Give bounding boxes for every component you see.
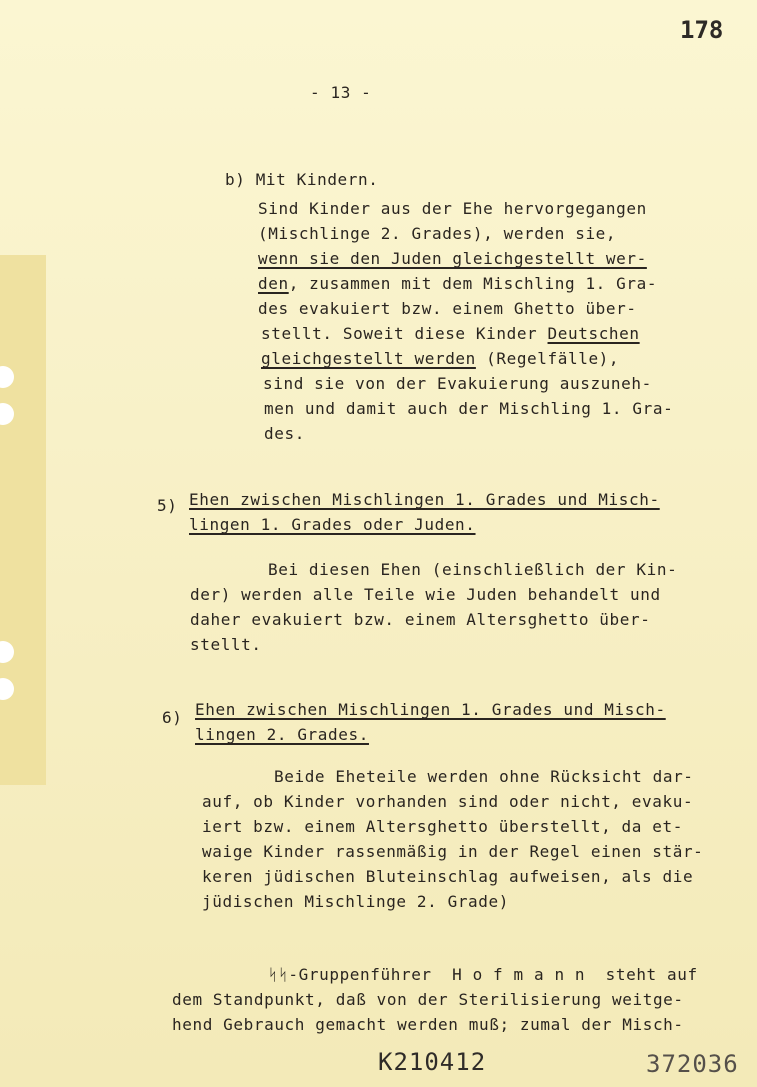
text-segment: des evakuiert bzw. einem Ghetto über-: [258, 299, 637, 318]
section-5-body: [190, 557, 677, 657]
text-segment: , zusammen mit dem Mischling 1. Gra-: [288, 274, 658, 293]
section-b-body: [258, 196, 673, 446]
text-line: daher evakuiert bzw. einem Altersghetto über-: [190, 610, 651, 629]
text-line: lingen 2. Grades.: [195, 725, 369, 744]
text-line: [264, 396, 673, 421]
underlined-text: gleichgestellt werden: [261, 349, 476, 368]
section-5-number: 5): [157, 496, 178, 515]
text-line: [264, 421, 673, 446]
text-line: jüdischen Mischlinge 2. Grade): [202, 892, 509, 911]
text-line: Ehen zwischen Mischlingen 1. Grades und Misch-: [195, 700, 666, 719]
text-line: [258, 221, 673, 246]
text-line: iert bzw. einem Altersghetto überstellt, da et-: [202, 817, 683, 836]
text-line: Bei diesen Ehen (einschließlich der Kin-: [268, 560, 678, 579]
underlined-text: den: [258, 274, 289, 293]
text-line: keren jüdischen Bluteinschlag aufweisen, als die: [202, 867, 694, 886]
closing-paragraph: [172, 962, 698, 1037]
section-b-heading: b) Mit Kindern.: [225, 170, 379, 189]
text-line: auf, ob Kinder vorhanden sind oder nicht, evaku-: [202, 792, 694, 811]
text-segment: (Mischlinge 2. Grades), werden sie,: [258, 224, 617, 243]
section-6-body: [202, 764, 703, 914]
text-segment: sind sie von der Evakuierung auszuneh-: [263, 374, 652, 393]
underlined-text: Deutschen: [547, 324, 640, 343]
text-line: [258, 296, 673, 321]
text-line: Beide Eheteile werden ohne Rücksicht dar-: [274, 767, 694, 786]
text-line: waige Kinder rassenmäßig in der Regel einen stär-: [202, 842, 704, 861]
serial-number: 372036: [646, 1050, 739, 1078]
text-line: lingen 1. Grades oder Juden.: [189, 515, 476, 534]
page-edge-strip: [0, 255, 46, 785]
text-line: stellt.: [190, 635, 262, 654]
text-segment: des.: [264, 424, 305, 443]
section-6-number: 6): [162, 708, 183, 727]
text-line: hend Gebrauch gemacht werden muß; zumal der Misch-: [172, 1015, 684, 1034]
text-line: ᛋᛋ-Gruppenführer H o f m a n n steht auf: [268, 965, 698, 984]
underlined-text: wenn sie den Juden gleichgestellt wer-: [258, 249, 647, 268]
archive-page-number: 178: [680, 16, 724, 44]
text-line: [261, 321, 673, 346]
text-line: dem Standpunkt, daß von der Sterilisierung weitge-: [172, 990, 684, 1009]
text-line: Ehen zwischen Mischlingen 1. Grades und Misch-: [189, 490, 660, 509]
text-line: [263, 371, 673, 396]
document-code: K210412: [378, 1048, 487, 1076]
section-5-heading: [189, 487, 660, 537]
text-segment: (Regelfälle),: [475, 349, 620, 368]
text-line: der) werden alle Teile wie Juden behandelt und: [190, 585, 661, 604]
text-line: [258, 271, 673, 296]
page-number: - 13 -: [310, 83, 372, 102]
text-line: [258, 246, 673, 271]
section-6-heading: [195, 697, 666, 747]
text-line: [258, 196, 673, 221]
text-line: [261, 346, 673, 371]
text-segment: men und damit auch der Mischling 1. Gra-: [264, 399, 674, 418]
text-segment: stellt. Soweit diese Kinder: [261, 324, 548, 343]
text-segment: Sind Kinder aus der Ehe hervorgegangen: [258, 199, 647, 218]
